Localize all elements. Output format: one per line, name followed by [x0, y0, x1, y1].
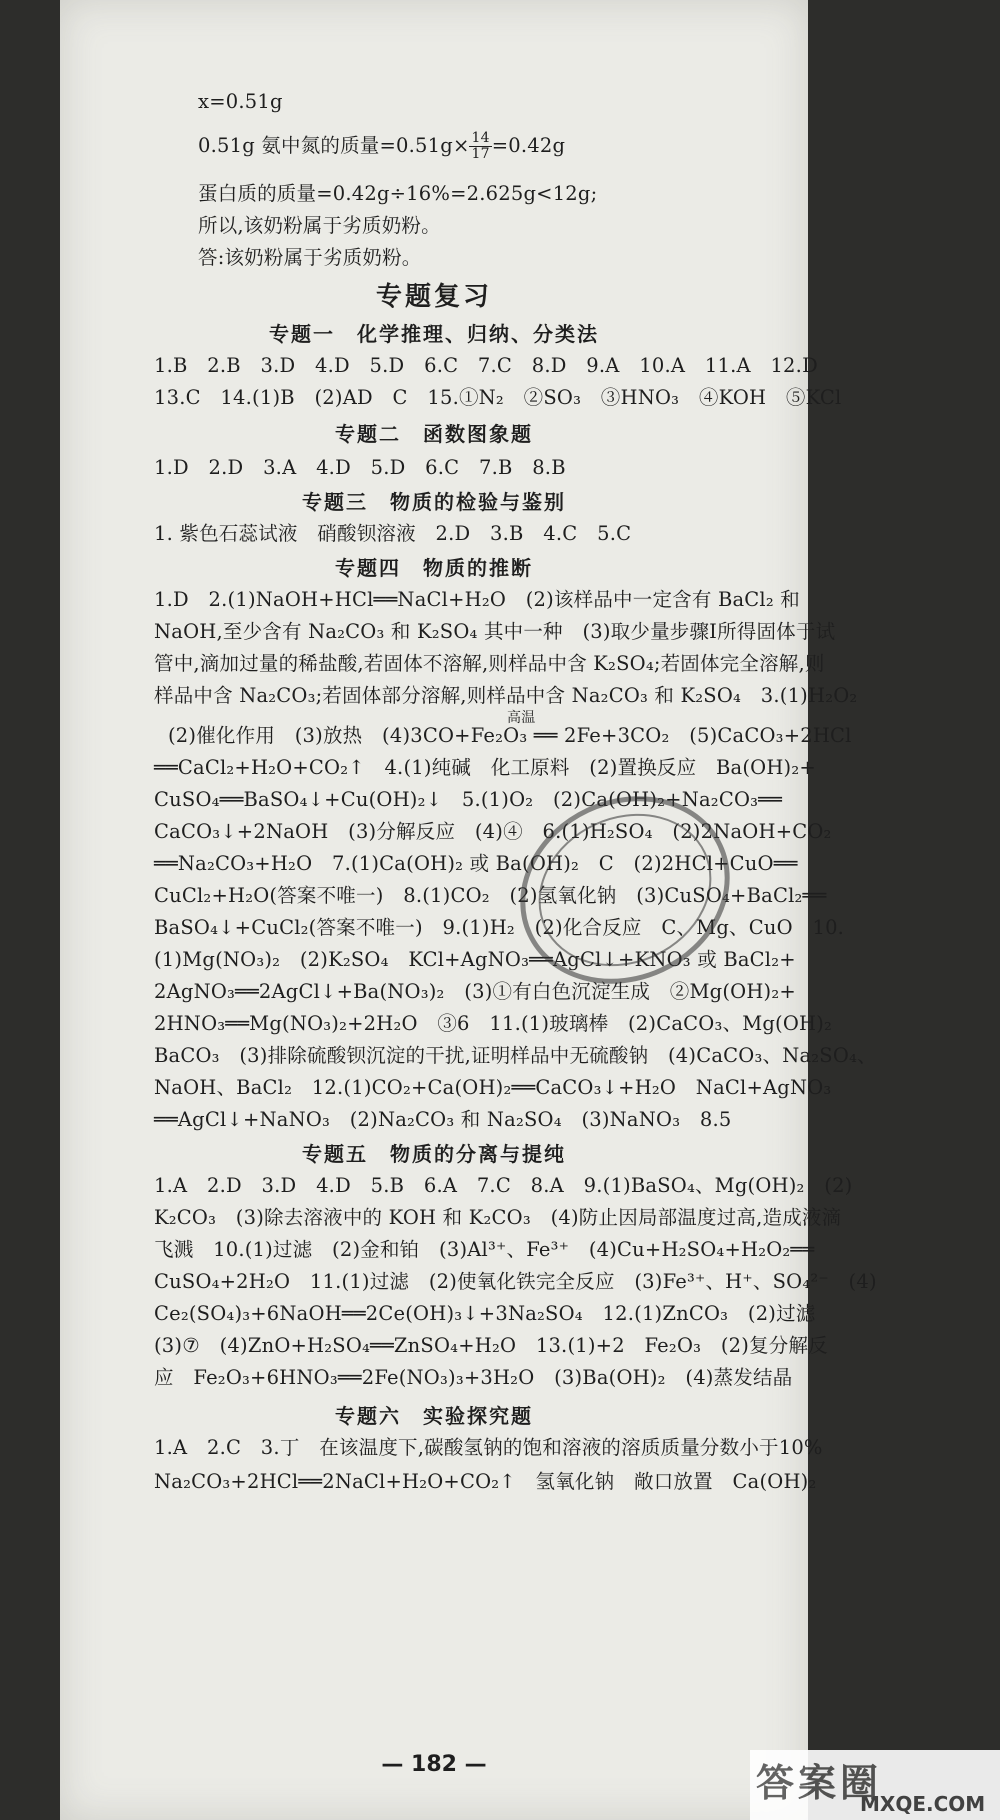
- answer-line: CuSO₄══BaSO₄↓+Cu(OH)₂↓ 5.(1)O₂ (2)Ca(OH)₂+Na₂CO₃══: [154, 788, 783, 811]
- answer-line: 所以,该奶粉属于劣质奶粉。: [198, 214, 441, 237]
- answer-line: 应 Fe₂O₃+6HNO₃══2Fe(NO₃)₃+3H₂O (3)Ba(OH)₂ (4)蒸发结晶: [154, 1366, 793, 1389]
- topic-2-title: 专题二 函数图象题: [335, 422, 533, 446]
- answer-text: 0.51g 氨中氮的质量=0.51g×: [198, 134, 470, 157]
- answer-line: BaCO₃ (3)排除硫酸钡沉淀的干扰,证明样品中无硫酸钠 (4)CaCO₃、Na₂SO₄、: [154, 1044, 877, 1067]
- fraction-numerator: 14: [471, 130, 490, 146]
- site-watermark: [750, 1750, 1000, 1820]
- answer-text: =0.42g: [491, 134, 566, 157]
- answer-line: 13.C 14.(1)B (2)AD C 15.①N₂ ②SO₃ ③HNO₃ ④KOH ⑤KCl: [154, 386, 842, 409]
- topic-1-title: 专题一 化学推理、归纳、分类法: [269, 322, 599, 346]
- topic-6-title: 专题六 实验探究题: [335, 1404, 533, 1428]
- answer-line: K₂CO₃ (3)除去溶液中的 KOH 和 K₂CO₃ (4)防止因局部温度过高,造成液滴: [154, 1206, 842, 1229]
- answer-line: 1.A 2.C 3.丁 在该温度下,碳酸氢钠的饱和溶液的溶质质量分数小于10%: [154, 1436, 823, 1459]
- answer-line: (1)Mg(NO₃)₂ (2)K₂SO₄ KCl+AgNO₃══AgCl↓+KNO₃ 或 BaCl₂+: [154, 948, 796, 971]
- answer-line: (2)催化作用 (3)放热 (4)3CO+Fe₂O₃ ══ 2Fe+3CO₂ (5)CaCO₃+2HCl: [168, 724, 852, 747]
- topic-5-title: 专题五 物质的分离与提纯: [302, 1142, 566, 1166]
- answer-line: NaOH、BaCl₂ 12.(1)CO₂+Ca(OH)₂══CaCO₃↓+H₂O NaCl+AgNO₃: [154, 1076, 832, 1099]
- answer-line: CuSO₄+2H₂O 11.(1)过滤 (2)使氧化铁完全反应 (3)Fe³⁺、H⁺、SO₄²⁻ (4): [154, 1270, 877, 1293]
- answer-line: 1. 紫色石蕊试液 硝酸钡溶液 2.D 3.B 4.C 5.C: [154, 522, 632, 545]
- fraction-denominator: 17: [471, 146, 490, 162]
- reaction-condition-label: 高温: [507, 710, 536, 726]
- answer-line: ══AgCl↓+NaNO₃ (2)Na₂CO₃ 和 Na₂SO₄ (3)NaNO₃ 8.5: [154, 1108, 732, 1131]
- answer-line: 2HNO₃══Mg(NO₃)₂+2H₂O ③6 11.(1)玻璃棒 (2)CaCO₃、Mg(OH)₂: [154, 1012, 833, 1035]
- section-heading-review: 专题复习: [375, 282, 492, 312]
- answer-line: 样品中含 Na₂CO₃;若固体部分溶解,则样品中含 Na₂CO₃ 和 K₂SO₄ 3.(1)H₂O₂: [154, 684, 858, 707]
- answer-line: 答:该奶粉属于劣质奶粉。: [198, 246, 422, 269]
- answer-line: NaOH,至少含有 Na₂CO₃ 和 K₂SO₄ 其中一种 (3)取少量步骤Ⅰ所得固体于试: [154, 620, 836, 643]
- answer-line: 蛋白质的质量=0.42g÷16%=2.625g<12g;: [198, 182, 598, 205]
- fraction: [469, 131, 491, 162]
- answer-line: CuCl₂+H₂O(答案不唯一) 8.(1)CO₂ (2)氢氧化钠 (3)CuSO₄+BaCl₂══: [154, 884, 827, 907]
- answer-line: 飞溅 10.(1)过滤 (2)金和铂 (3)Al³⁺、Fe³⁺ (4)Cu+H₂SO₄+H₂O₂══: [154, 1238, 815, 1261]
- topic-4-title: 专题四 物质的推断: [335, 556, 533, 580]
- answer-line: ══CaCl₂+H₂O+CO₂↑ 4.(1)纯碱 化工原料 (2)置换反应 Ba(OH)₂+: [154, 756, 816, 779]
- answer-line: Na₂CO₃+2HCl══2NaCl+H₂O+CO₂↑ 氢氧化钠 敞口放置 Ca(OH)₂: [154, 1470, 817, 1493]
- topic-3-title: 专题三 物质的检验与鉴别: [302, 490, 566, 514]
- answer-line: (3)⑦ (4)ZnO+H₂SO₄══ZnSO₄+H₂O 13.(1)+2 Fe₂O₃ (2)复分解反: [154, 1334, 828, 1357]
- answer-line: 2AgNO₃══2AgCl↓+Ba(NO₃)₂ (3)①有白色沉淀生成 ②Mg(OH)₂+: [154, 980, 796, 1003]
- answer-line: CaCO₃↓+2NaOH (3)分解反应 (4)④ 6.(1)H₂SO₄ (2)2NaOH+CO₂: [154, 820, 832, 843]
- answer-line-fraction: [198, 130, 565, 162]
- answer-line: 1.A 2.D 3.D 4.D 5.B 6.A 7.C 8.A 9.(1)BaSO₄、Mg(OH)₂ (2): [154, 1174, 853, 1197]
- answer-line: Ce₂(SO₄)₃+6NaOH══2Ce(OH)₃↓+3Na₂SO₄ 12.(1)ZnCO₃ (2)过滤: [154, 1302, 816, 1325]
- answer-line: ══Na₂CO₃+H₂O 7.(1)Ca(OH)₂ 或 Ba(OH)₂ C (2)2HCl+CuO══: [154, 852, 798, 875]
- answer-line: 1.D 2.D 3.A 4.D 5.D 6.C 7.B 8.B: [154, 456, 566, 479]
- answer-line: x=0.51g: [198, 90, 283, 113]
- answer-line: 管中,滴加过量的稀盐酸,若固体不溶解,则样品中含 K₂SO₄;若固体完全溶解,则: [154, 652, 825, 675]
- watermark-logo: 答案圈: [756, 1761, 883, 1805]
- page-number: — 182 —: [381, 1752, 487, 1777]
- watermark-url: MXQE.COM: [860, 1792, 986, 1816]
- answer-line: BaSO₄↓+CuCl₂(答案不唯一) 9.(1)H₂ (2)化合反应 C、Mg、CuO 10.: [154, 916, 845, 939]
- answer-line: 1.B 2.B 3.D 4.D 5.D 6.C 7.C 8.D 9.A 10.A 11.A 12.D: [154, 354, 818, 377]
- answer-line: 1.D 2.(1)NaOH+HCl══NaCl+H₂O (2)该样品中一定含有 BaCl₂ 和: [154, 588, 800, 611]
